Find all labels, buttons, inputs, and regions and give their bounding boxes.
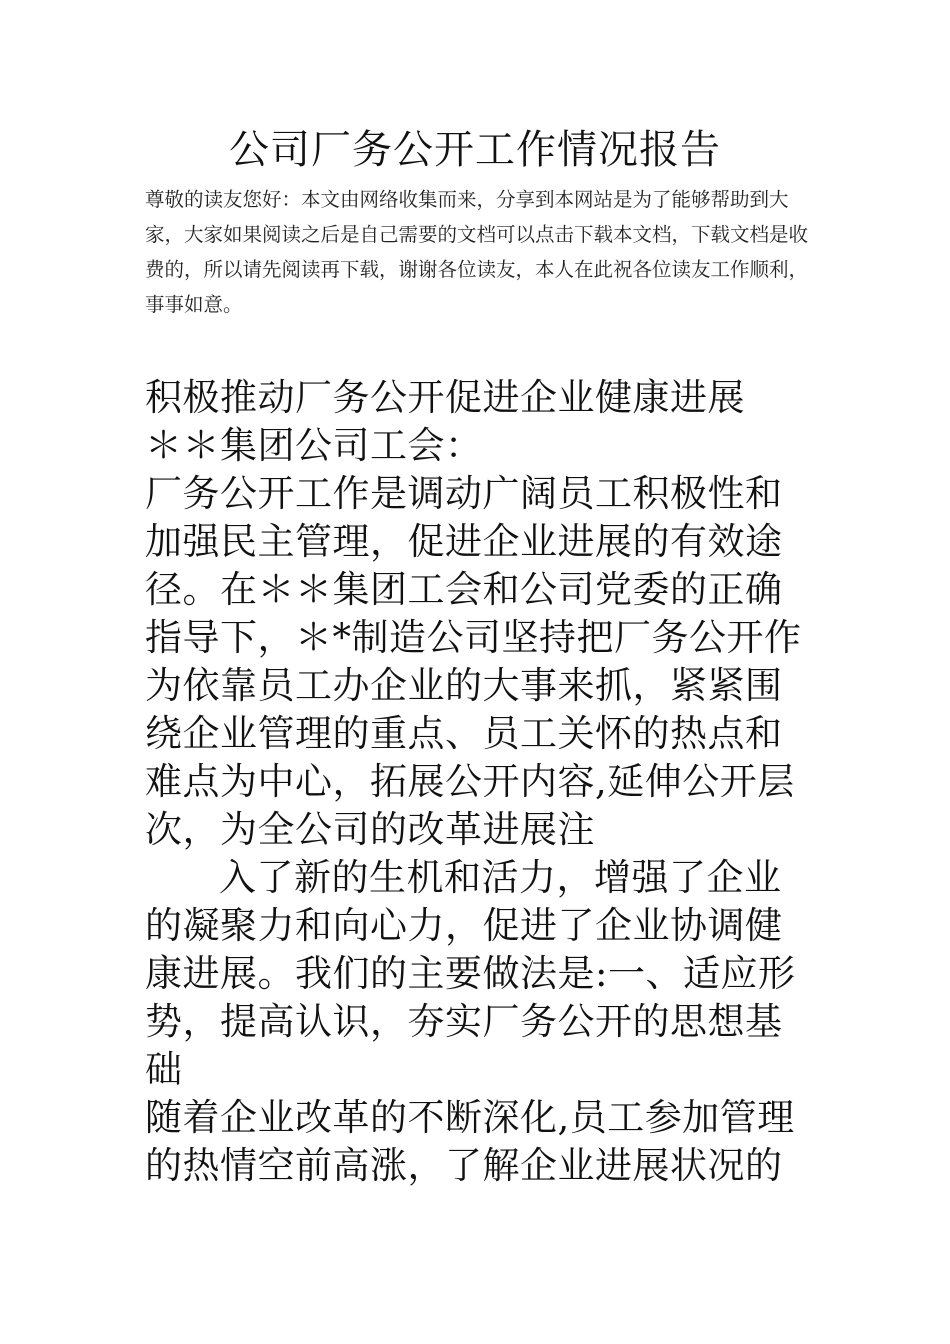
article-heading: 积极推动厂务公开促进企业健康进展: [145, 376, 745, 419]
document-body: [145, 374, 810, 1190]
article-author: ＊＊集团公司工会：: [145, 424, 483, 467]
reader-notice: 尊敬的读友您好：本文由网络收集而来，分享到本网站是为了能够帮助到大家，大家如果阅读之后是自己需要的文档可以点击下载本文档，下载文档是收费的，所以请先阅读再下载，谢谢各位读友，本人在此祝各位读友工作顺利，事事如意。: [145, 188, 809, 316]
document-title: 公司厂务公开工作情况报告: [229, 127, 721, 173]
body-paragraph: 随着企业改革的不断深化,员工参加管理的热情空前高涨，了解企业进展状况的: [145, 1096, 795, 1187]
body-paragraph: 厂务公开工作是调动广阔员工积极性和加强民主管理，促进企业进展的有效途径。在＊＊集团工会和公司党委的正确指导下，＊*制造公司坚持把厂务公开作为依靠员工办企业的大事来抓，紧紧围绕企业管理的重点、员工关怀的热点和难点为中心，拓展公开内容,延伸公开层次，为全公司的改革进展注: [145, 472, 802, 851]
body-paragraph: 入了新的生机和活力，增强了企业的凝聚力和向心力，促进了企业协调健康进展。我们的主要做法是:一、适应形势，提高认识，夯实厂务公开的思想基础: [145, 856, 796, 1091]
